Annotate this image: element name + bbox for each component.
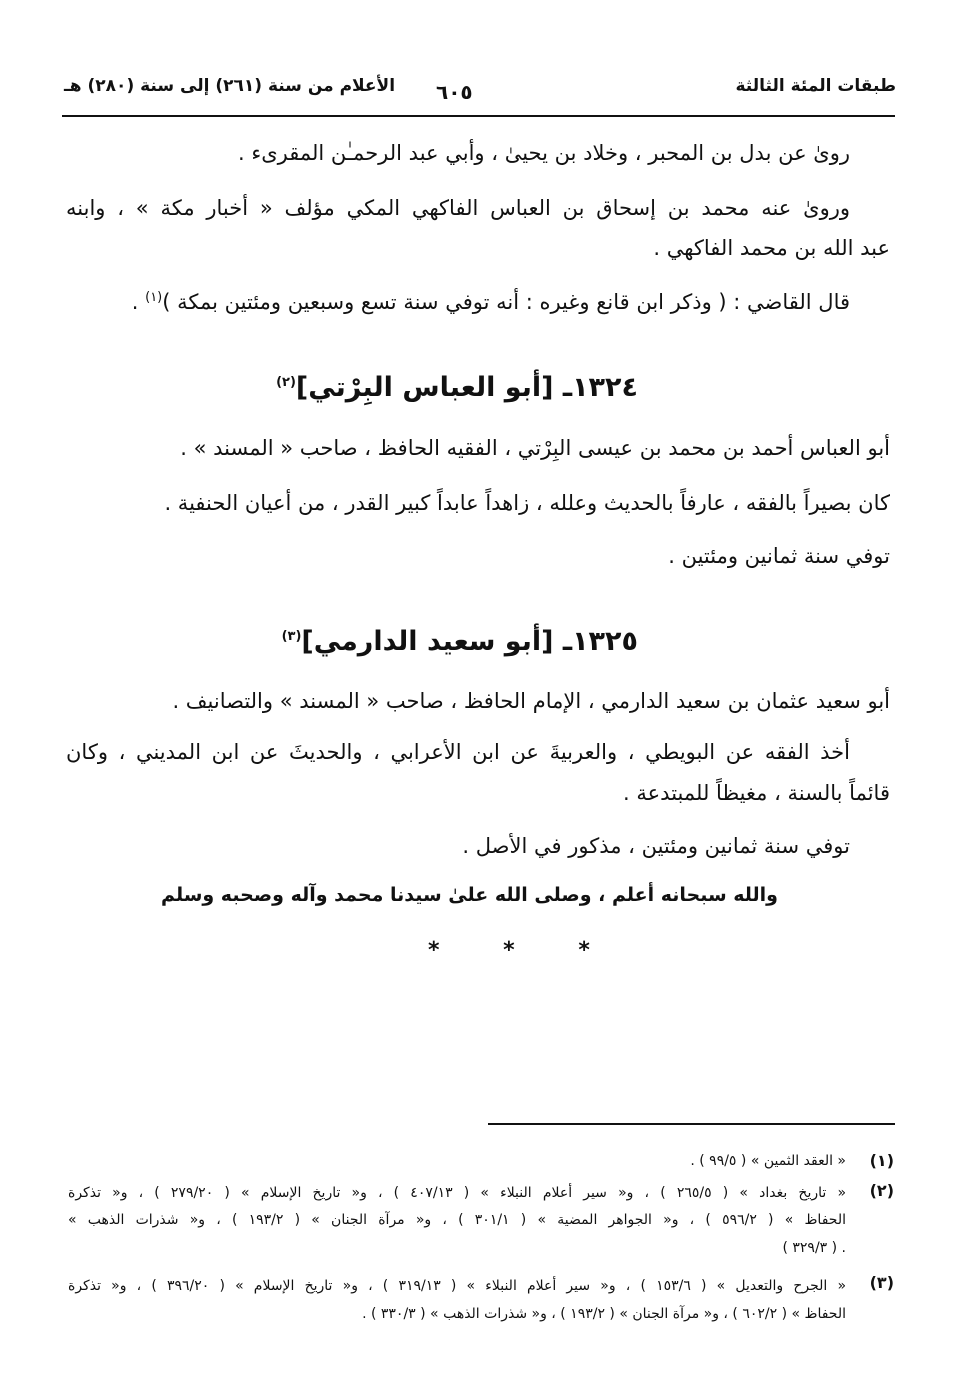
prev-entry-line-4-text: قال القاضي : ( وذكر ابن قانع وغيره : أنه توفي سنة تسع وسبعين ومئتين بمكة ) xyxy=(162,290,850,314)
entry-1324-line-3: توفي سنة ثمانين ومئتين . xyxy=(668,544,890,568)
running-header-range: الأعلام من سنة (٢٦١) إلى سنة (٢٨٠) هـ xyxy=(64,76,396,96)
header-rule xyxy=(62,115,895,117)
entry-1325-line-2: أخذ الفقه عن البويطي ، والعربيةَ عن ابن الأعرابي ، والحديثَ عن ابن المديني ، وكان xyxy=(66,740,850,764)
page-number: ٦٠٥ xyxy=(436,80,473,104)
footnote-ref-1: (١) xyxy=(145,290,163,305)
footnote-2-line-1: « تاريخ بغداد » ( ٢٦٥/٥ ) ، و« سير أعلام النبلاء » ( ٤٠٧/١٣ ) ، و« تاريخ الإسلام » ( ٢٧٩/٢٠ ) ، و« تذكرة xyxy=(68,1185,847,1201)
entry-1325-title: ١٣٢٥ـ [أبو سعيد الدارمي] xyxy=(301,626,638,657)
entry-1324-line-1: أبو العباس أحمد بن محمد بن عيسى البِرْتي ، الفقيه الحافظ ، صاحب « المسند » . xyxy=(180,436,890,460)
footnote-number-1: (١) xyxy=(869,1151,894,1170)
footnote-3-line-1: « الجرح والتعديل » ( ١٥٣/٦ ) ، و« سير أعلام النبلاء » ( ٣١٩/١٣ ) ، و« تاريخ الإسلام » ( ٣٩٦/٢٠ ) ، و« تذكرة xyxy=(68,1278,847,1294)
footnote-number-2: (٢) xyxy=(869,1181,894,1200)
entry-1325-line-4: توفي سنة ثمانين ومئتين ، مذكور في الأصل . xyxy=(462,834,850,858)
prev-entry-line-2: وروىٰ عنه محمد بن إسحاق بن العباس الفاكهي المكي مؤلف « أخبار مكة » ، وابنه xyxy=(66,196,850,220)
section-separator: * * * xyxy=(428,938,618,963)
footnote-ref-2: (٢) xyxy=(276,375,296,390)
closing-doxology: والله سبحانه أعلم ، وصلى الله علىٰ سيدنا محمد وآله وصحبه وسلم xyxy=(161,884,778,906)
footnote-3-line-2: الحفاظ » ( ٦٠٢/٢ ) ، و« مرآة الجنان » ( ١٩٣/٢ ) ، و« شذرات الذهب » ( ٣٣٠/٣ ) . xyxy=(362,1306,846,1322)
entry-1324-title: ١٣٢٤ـ [أبو العباس البِرْتي] xyxy=(295,372,638,403)
footnote-rule xyxy=(488,1123,895,1125)
prev-entry-line-4 xyxy=(132,283,850,317)
footnote-ref-3: (٣) xyxy=(281,629,302,644)
running-header-chapter: طبقات المئة الثالثة xyxy=(735,76,896,96)
entry-1325-line-3: قائماً بالسنة ، مغيظاً للمبتدعة . xyxy=(623,781,890,805)
footnote-1-line-1: « العقد الثمين » ( ٩٩/٥ ) . xyxy=(690,1153,846,1169)
entry-1324-heading xyxy=(276,372,638,403)
entry-1325-line-1: أبو سعيد عثمان بن سعيد الدارمي ، الإمام الحافظ ، صاحب « المسند » والتصانيف . xyxy=(172,689,890,713)
footnote-number-3: (٣) xyxy=(869,1273,894,1292)
prev-entry-line-4-end: . xyxy=(131,290,146,314)
entry-1325-heading xyxy=(282,626,638,657)
entry-1324-line-2: كان بصيراً بالفقه ، عارفاً بالحديث وعلله ، زاهداً عابداً كبير القدر ، من أعيان الحنفية . xyxy=(164,491,890,515)
prev-entry-line-3: عبد الله بن محمد الفاكهي . xyxy=(653,236,890,260)
footnote-2-line-2: الحفاظ » ( ٥٩٦/٢ ) ، و« الجواهر المضية » ( ٣٠١/١ ) ، و« مرآة الجنان » ( ١٩٣/٢ ) ، و« شذرات الذهب » xyxy=(68,1212,846,1228)
prev-entry-line-1: روىٰ عن بدل بن المحبر ، وخلاد بن يحيىٰ ، وأبي عبد الرحمـٰن المقرىء . xyxy=(238,141,850,165)
footnote-2-line-3: ( ٣٢٩/٣ ) . xyxy=(782,1240,846,1256)
